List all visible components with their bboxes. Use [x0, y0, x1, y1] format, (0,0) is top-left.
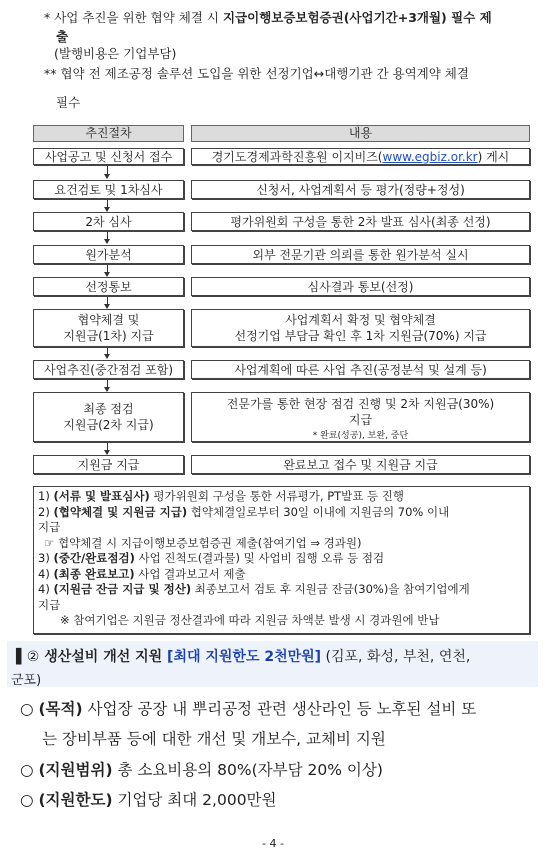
bullet-symbol: ○: [20, 791, 34, 809]
note-bold-text: (중간/완료점검): [53, 551, 135, 565]
page-number: - 4 -: [262, 837, 284, 850]
step-line: 지원금(2차 지급): [63, 418, 154, 432]
bullet-symbol: ○: [20, 700, 34, 718]
scope-bullet: [20, 758, 383, 780]
limit-bullet: [20, 788, 277, 810]
note-num: 4): [38, 566, 54, 581]
guarantee-note-cont: [56, 27, 68, 45]
flow-arrow: [107, 200, 108, 211]
flow-content-agreement: [191, 309, 530, 347]
note-item: [38, 551, 525, 567]
flow-arrow: [107, 232, 108, 243]
guarantee-note: [44, 8, 492, 26]
note-item: [38, 567, 525, 583]
egbiz-link[interactable]: www.egbiz.or.kr: [382, 149, 478, 164]
result-note: * 완료(성공), 보완, 중단: [312, 431, 409, 441]
note-text: 사업 결과보고서 제출: [134, 566, 246, 581]
flow-arrow: [107, 380, 108, 391]
note-sub: ※ 참여기업은 지원금 정산결과에 따라 지원금 차액분 발생 시 경과원에 반납: [60, 613, 440, 627]
note-bold-text: (최종 완료보고): [53, 566, 135, 581]
note-num: 3): [38, 551, 54, 565]
flow-content-payment: 완료보고 접수 및 지원금 지급: [191, 455, 530, 474]
flow-step-final-check: [33, 392, 184, 442]
content-line: 사업계획서 확정 및 협약체결: [285, 313, 436, 327]
flow-step-second-review: 2차 심사: [33, 212, 184, 231]
content-line: 선정기업 부담금 확인 후 1차 지원금(70%) 지급: [234, 329, 487, 343]
flow-step-review: 요건검토 및 1차심사: [33, 180, 184, 199]
note-item: [38, 582, 525, 598]
section-heading: [16, 646, 470, 666]
flow-step-notification: 선정통보: [33, 277, 184, 296]
bullet-symbol: ○: [20, 761, 34, 779]
section-regions: (김포, 화성, 부천, 연천,: [321, 649, 471, 665]
section-number: ②: [26, 649, 40, 665]
flow-content-execution: 사업계획에 따른 사업 추진(공정분석 및 설계 등): [191, 360, 530, 379]
bullet-label: (지원한도): [38, 791, 113, 809]
flow-arrow: [107, 166, 108, 178]
flow-step-cost-analysis: 원가분석: [33, 245, 184, 264]
note-text: * 사업 추진을 위한 협약 체결 시: [44, 10, 223, 25]
flow-content-review: 신청서, 사업계획서 등 평가(정량+정성): [191, 180, 530, 199]
note-text: 협약체결일로부터 30일 이내에 지원금의 70% 이내: [187, 504, 450, 519]
note-text: 최종보고서 검토 후 지원금 잔금(30%)을 참여기업에게: [191, 582, 470, 596]
note-item: [38, 505, 525, 521]
process-notes-box: [33, 486, 530, 634]
section-marker: ▌: [16, 649, 27, 665]
flow-content-cost-analysis: 외부 전문기관 의뢰를 통한 원가분석 실시: [191, 245, 530, 264]
content-line: 지급: [348, 413, 373, 427]
note-num: 2): [38, 504, 54, 519]
section-title: 생산설비 개선 지원: [39, 649, 168, 665]
bullet-text: 총 소요비용의 80%(자부담 20% 이상): [112, 761, 383, 779]
content-text: 경기도경제과학진흥원 이지비즈(: [211, 149, 383, 164]
flow-content-notification: 심사결과 통보(선정): [191, 277, 530, 296]
note-num: 1): [38, 489, 54, 503]
flow-arrow: [107, 297, 108, 308]
flow-step-announcement: 사업공고 및 신청서 접수: [33, 148, 184, 165]
step-line: 최종 점검: [83, 402, 134, 416]
bullet-label: (지원범위): [38, 761, 113, 779]
contract-note: ** 협약 전 제조공정 솔루션 도입을 위한 선정기업↔대행기관 간 용역계약 체결: [44, 66, 469, 81]
step-line: 협약체결 및: [77, 313, 140, 327]
flow-header-step: 추진절차: [33, 125, 184, 142]
bullet-text: 사업장 공장 내 뿌리공정 관련 생산라인 등 노후된 설비 또: [82, 700, 477, 718]
step-line: 지원금(1차) 지급: [63, 329, 154, 343]
note-text: 사업 진척도(결과물) 및 사업비 집행 오류 등 점검: [134, 551, 385, 565]
flow-arrow: [107, 443, 108, 454]
flow-content-second-review: 평가위원회 구성을 통한 2차 발표 심사(최종 선정): [191, 212, 530, 231]
flow-step-agreement: [33, 309, 184, 347]
purpose-bullet: [20, 697, 476, 719]
flow-arrow: [107, 348, 108, 358]
content-line: 전문가를 통한 현장 점검 진행 및 2차 지원금(30%): [226, 397, 495, 411]
content-text: ) 게시: [477, 149, 510, 164]
note-text: 평가위원회 구성을 통한 서류평가, PT발표 등 진행: [149, 489, 405, 503]
section-regions-cont: 군포): [11, 673, 42, 688]
note-item: [38, 489, 525, 505]
support-limit: [최대 지원한도 2천만원]: [167, 649, 322, 665]
flow-step-execution: 사업추진(중간점검 포함): [33, 360, 184, 379]
note-bold-text: (협약체결 및 지원금 지급): [53, 504, 188, 519]
note-bold-text: 출: [56, 29, 69, 44]
flow-content-announcement: [191, 148, 530, 165]
bullet-label: (목적): [38, 700, 83, 718]
note-cont: 지급: [38, 520, 61, 534]
flow-content-final-check: [191, 392, 530, 442]
note-cont: 지급: [38, 597, 61, 612]
flow-arrow: [107, 265, 108, 276]
contract-note-cont: 필수: [56, 95, 81, 110]
flow-header-content: 내용: [191, 125, 530, 142]
note-bold-text: (서류 및 발표심사): [53, 489, 150, 503]
note-bold-text: (지원금 잔금 지급 및 정산): [53, 582, 192, 596]
note-sub: ☞ 협약체결 시 지급이행보증보험증권 제출(참여기업 ⇒ 경과원): [44, 535, 362, 550]
note-bold-text: 지급이행보증보험증권(사업기간+3개월) 필수 제: [222, 10, 492, 25]
bullet-text: 기업당 최대 2,000만원: [112, 791, 277, 809]
cost-note: (발행비용은 기업부담): [54, 46, 177, 61]
flow-step-payment: 지원금 지급: [33, 455, 184, 474]
purpose-bullet-cont: 는 장비부품 등에 대한 개선 및 개보수, 교체비 지원: [42, 730, 386, 748]
note-num: 4): [38, 582, 54, 596]
